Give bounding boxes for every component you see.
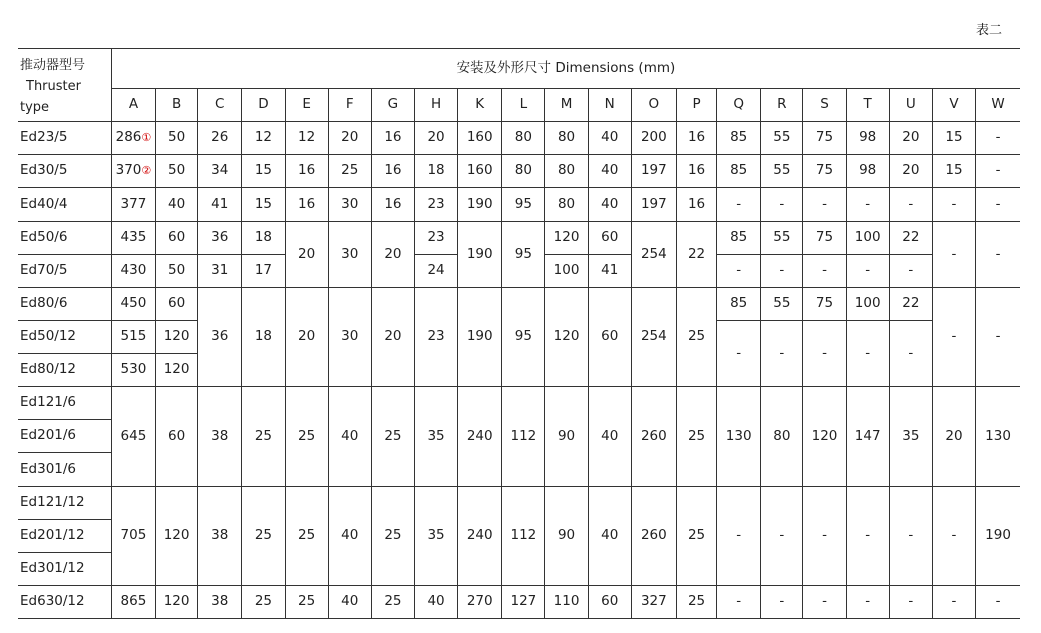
data-cell: 95: [502, 222, 545, 288]
data-cell: 18: [414, 155, 457, 188]
data-cell: 530: [111, 354, 155, 387]
data-cell: 38: [198, 487, 242, 586]
data-cell: -: [976, 155, 1020, 188]
data-cell: 50: [156, 255, 198, 288]
data-cell: 60: [588, 288, 631, 387]
column-header: A: [111, 89, 155, 122]
data-cell: 25: [676, 586, 716, 619]
data-cell: 75: [803, 122, 846, 155]
data-cell: 25: [676, 387, 716, 487]
data-cell: -: [761, 321, 803, 387]
data-cell: 40: [588, 122, 631, 155]
data-cell: 22: [889, 222, 932, 255]
data-cell: 100: [846, 222, 889, 255]
data-cell: 127: [502, 586, 545, 619]
column-header: P: [676, 89, 716, 122]
data-cell: 50: [156, 155, 198, 188]
data-cell: 435: [111, 222, 155, 255]
data-cell: -: [803, 487, 846, 586]
data-cell: 80: [545, 122, 588, 155]
data-cell: 40: [328, 586, 371, 619]
data-cell: -: [889, 321, 932, 387]
data-cell: 147: [846, 387, 889, 487]
data-cell: 18: [242, 288, 285, 387]
data-cell: 190: [976, 487, 1020, 586]
data-cell: 40: [414, 586, 457, 619]
data-cell: [111, 155, 155, 188]
data-cell: 90: [545, 387, 588, 487]
data-cell: 260: [631, 387, 676, 487]
data-cell: 430: [111, 255, 155, 288]
data-cell: -: [976, 188, 1020, 222]
table-row: [18, 586, 1020, 619]
data-cell: 25: [371, 586, 414, 619]
data-cell: 15: [242, 188, 285, 222]
data-cell: 80: [502, 155, 545, 188]
data-cell: 22: [889, 288, 932, 321]
data-cell: 377: [111, 188, 155, 222]
data-cell: -: [889, 188, 932, 222]
data-cell: 15: [242, 155, 285, 188]
data-cell: 55: [761, 122, 803, 155]
data-cell: 190: [458, 188, 502, 222]
data-cell: 85: [717, 155, 761, 188]
data-cell: 16: [371, 188, 414, 222]
data-cell: 85: [717, 122, 761, 155]
data-cell: 26: [198, 122, 242, 155]
column-header: F: [328, 89, 371, 122]
dimensions-table: [18, 48, 1020, 619]
data-cell: 30: [328, 288, 371, 387]
column-header: K: [458, 89, 502, 122]
data-cell: 120: [803, 387, 846, 487]
data-cell: 16: [676, 155, 716, 188]
data-cell: -: [761, 487, 803, 586]
data-cell: 25: [676, 288, 716, 387]
data-cell: 55: [761, 288, 803, 321]
data-cell: 60: [588, 222, 631, 255]
data-cell: -: [976, 222, 1020, 288]
column-header: H: [414, 89, 457, 122]
data-cell: 112: [502, 487, 545, 586]
model-cell: Ed80/12: [18, 354, 111, 387]
dimensions-group-header: 安装及外形尺寸 Dimensions (mm): [111, 49, 1020, 89]
data-cell: 20: [889, 122, 932, 155]
data-cell: 16: [371, 122, 414, 155]
data-cell: 34: [198, 155, 242, 188]
data-cell: 270: [458, 586, 502, 619]
model-cell: Ed201/6: [18, 420, 111, 453]
data-cell: 18: [242, 222, 285, 255]
data-cell: -: [932, 487, 975, 586]
data-cell: 55: [761, 222, 803, 255]
data-cell: 35: [414, 387, 457, 487]
data-cell: 30: [328, 188, 371, 222]
data-cell: 80: [761, 387, 803, 487]
footnote-marker: ②: [141, 164, 152, 178]
data-cell: -: [761, 188, 803, 222]
model-cell: Ed201/12: [18, 520, 111, 553]
data-cell: 80: [545, 155, 588, 188]
model-cell: Ed630/12: [18, 586, 111, 619]
data-cell: 200: [631, 122, 676, 155]
data-cell: 20: [328, 122, 371, 155]
data-cell: 240: [458, 487, 502, 586]
data-cell: -: [846, 586, 889, 619]
data-cell: 20: [371, 222, 414, 288]
data-cell: 160: [458, 122, 502, 155]
model-cell: Ed50/6: [18, 222, 111, 255]
data-cell: 16: [371, 155, 414, 188]
data-cell: 130: [976, 387, 1020, 487]
data-cell: 254: [631, 222, 676, 288]
column-header: L: [502, 89, 545, 122]
data-cell: 15: [932, 155, 975, 188]
data-cell: 60: [156, 222, 198, 255]
data-cell: 120: [545, 222, 588, 255]
data-cell: 24: [414, 255, 457, 288]
data-cell: 41: [198, 188, 242, 222]
table-row: [18, 288, 1020, 321]
data-cell: 85: [717, 288, 761, 321]
data-cell: -: [889, 487, 932, 586]
data-cell: 95: [502, 188, 545, 222]
column-header: T: [846, 89, 889, 122]
data-cell: 60: [588, 586, 631, 619]
data-cell: 254: [631, 288, 676, 387]
data-cell: 80: [545, 188, 588, 222]
data-cell: 60: [156, 387, 198, 487]
model-cell: Ed121/12: [18, 487, 111, 520]
column-header: Q: [717, 89, 761, 122]
data-cell: 20: [371, 288, 414, 387]
data-cell: 100: [846, 288, 889, 321]
cell-value: 370: [115, 162, 142, 179]
data-cell: 40: [588, 188, 631, 222]
data-cell: 120: [545, 288, 588, 387]
data-cell: -: [717, 255, 761, 288]
model-header-cell: [18, 49, 111, 122]
data-cell: 40: [588, 387, 631, 487]
table-label: 表二: [976, 23, 1003, 38]
data-cell: -: [846, 487, 889, 586]
data-cell: 120: [156, 586, 198, 619]
data-cell: 705: [111, 487, 155, 586]
table-row: [18, 487, 1020, 520]
data-cell: 12: [242, 122, 285, 155]
table-row: [18, 387, 1020, 420]
data-cell: -: [976, 122, 1020, 155]
model-cell: Ed301/6: [18, 453, 111, 487]
data-cell: 20: [889, 155, 932, 188]
table-row: [18, 188, 1020, 222]
data-cell: 15: [932, 122, 975, 155]
data-cell: 20: [285, 222, 328, 288]
data-cell: 38: [198, 387, 242, 487]
data-cell: 645: [111, 387, 155, 487]
data-cell: 100: [545, 255, 588, 288]
model-cell: Ed50/12: [18, 321, 111, 354]
data-cell: 240: [458, 387, 502, 487]
data-cell: 41: [588, 255, 631, 288]
data-cell: 160: [458, 155, 502, 188]
column-header: B: [156, 89, 198, 122]
data-cell: 30: [328, 222, 371, 288]
column-header: O: [631, 89, 676, 122]
data-cell: 40: [328, 487, 371, 586]
data-cell: 22: [676, 222, 716, 288]
data-cell: 515: [111, 321, 155, 354]
data-cell: 36: [198, 288, 242, 387]
data-cell: -: [932, 288, 975, 387]
data-cell: 90: [545, 487, 588, 586]
data-cell: 31: [198, 255, 242, 288]
model-header-cn: 推动器型号: [20, 58, 86, 73]
column-header: S: [803, 89, 846, 122]
model-cell: Ed23/5: [18, 122, 111, 155]
column-header: W: [976, 89, 1020, 122]
data-cell: 450: [111, 288, 155, 321]
data-cell: 190: [458, 288, 502, 387]
data-cell: 20: [932, 387, 975, 487]
data-cell: 25: [242, 586, 285, 619]
data-cell: -: [932, 586, 975, 619]
model-cell: Ed121/6: [18, 387, 111, 420]
data-cell: 25: [676, 487, 716, 586]
data-cell: -: [803, 255, 846, 288]
data-cell: 16: [676, 122, 716, 155]
column-header: E: [285, 89, 328, 122]
data-cell: 16: [676, 188, 716, 222]
data-cell: 25: [285, 487, 328, 586]
data-cell: 80: [502, 122, 545, 155]
data-cell: 16: [285, 188, 328, 222]
data-cell: -: [717, 188, 761, 222]
data-cell: 36: [198, 222, 242, 255]
data-cell: 25: [242, 387, 285, 487]
data-cell: 25: [371, 487, 414, 586]
data-cell: 75: [803, 288, 846, 321]
column-header: D: [242, 89, 285, 122]
model-cell: Ed30/5: [18, 155, 111, 188]
data-cell: 197: [631, 188, 676, 222]
data-cell: 50: [156, 122, 198, 155]
data-cell: 40: [588, 155, 631, 188]
data-cell: -: [932, 222, 975, 288]
data-cell: 120: [156, 487, 198, 586]
data-cell: 25: [285, 387, 328, 487]
data-cell: 260: [631, 487, 676, 586]
data-cell: -: [803, 188, 846, 222]
data-cell: 16: [285, 155, 328, 188]
data-cell: -: [803, 586, 846, 619]
column-header: U: [889, 89, 932, 122]
data-cell: 23: [414, 222, 457, 255]
column-header: V: [932, 89, 975, 122]
data-cell: 865: [111, 586, 155, 619]
data-cell: -: [846, 255, 889, 288]
table-row: [18, 155, 1020, 188]
data-cell: 75: [803, 155, 846, 188]
model-header-en-1: Thruster: [26, 79, 81, 94]
data-cell: 110: [545, 586, 588, 619]
data-cell: 40: [328, 387, 371, 487]
data-cell: -: [761, 255, 803, 288]
data-cell: 130: [717, 387, 761, 487]
column-header: R: [761, 89, 803, 122]
data-cell: 40: [156, 188, 198, 222]
data-cell: 25: [285, 586, 328, 619]
data-cell: -: [846, 188, 889, 222]
data-cell: 38: [198, 586, 242, 619]
data-cell: -: [846, 321, 889, 387]
model-cell: Ed70/5: [18, 255, 111, 288]
table-row: [18, 222, 1020, 255]
data-cell: 60: [156, 288, 198, 321]
data-cell: 40: [588, 487, 631, 586]
column-header: N: [588, 89, 631, 122]
data-cell: 23: [414, 188, 457, 222]
table-row: [18, 122, 1020, 155]
model-cell: Ed80/6: [18, 288, 111, 321]
data-cell: -: [717, 321, 761, 387]
footnote-marker: ①: [141, 131, 152, 145]
data-cell: 112: [502, 387, 545, 487]
data-cell: -: [889, 586, 932, 619]
data-cell: [111, 122, 155, 155]
data-cell: 98: [846, 122, 889, 155]
data-cell: -: [803, 321, 846, 387]
model-header-en-2: type: [20, 100, 50, 115]
data-cell: 23: [414, 288, 457, 387]
model-cell: Ed301/12: [18, 553, 111, 586]
data-cell: 25: [328, 155, 371, 188]
data-cell: 197: [631, 155, 676, 188]
data-cell: -: [976, 586, 1020, 619]
data-cell: 98: [846, 155, 889, 188]
data-cell: 17: [242, 255, 285, 288]
data-cell: 120: [156, 354, 198, 387]
data-cell: -: [761, 586, 803, 619]
data-cell: -: [889, 255, 932, 288]
data-cell: 190: [458, 222, 502, 288]
data-cell: 120: [156, 321, 198, 354]
data-cell: 20: [285, 288, 328, 387]
data-cell: 35: [889, 387, 932, 487]
data-cell: 327: [631, 586, 676, 619]
column-header: G: [371, 89, 414, 122]
data-cell: -: [717, 487, 761, 586]
column-header: C: [198, 89, 242, 122]
column-header: M: [545, 89, 588, 122]
data-cell: 55: [761, 155, 803, 188]
data-cell: 95: [502, 288, 545, 387]
data-cell: 85: [717, 222, 761, 255]
data-cell: 20: [414, 122, 457, 155]
data-cell: 12: [285, 122, 328, 155]
model-cell: Ed40/4: [18, 188, 111, 222]
cell-value: 286: [115, 129, 142, 146]
data-cell: 75: [803, 222, 846, 255]
data-cell: 25: [242, 487, 285, 586]
data-cell: -: [717, 586, 761, 619]
data-cell: 25: [371, 387, 414, 487]
data-cell: -: [976, 288, 1020, 387]
data-cell: -: [932, 188, 975, 222]
data-cell: 35: [414, 487, 457, 586]
